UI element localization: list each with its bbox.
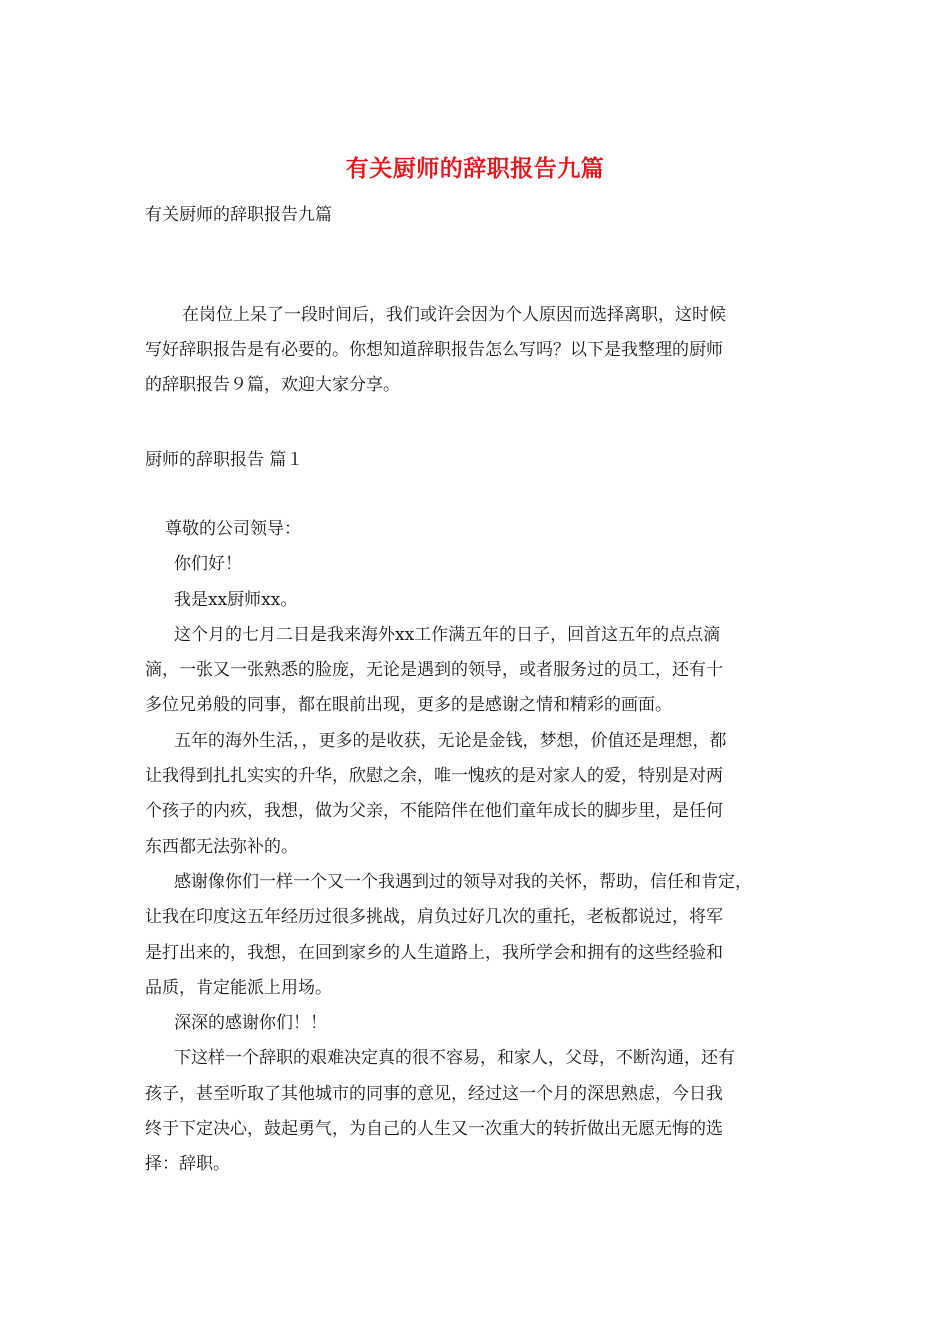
letter-para2-line: 五年的海外生活，，更多的是收获，无论是金钱，梦想，价值还是理想，都: [174, 730, 727, 751]
letter-para2-line: 东西都无法弥补的。: [145, 836, 298, 857]
letter-para1-line: 这个月的七月二日是我来海外xx工作满五年的日子，回首这五年的点点滴: [174, 624, 721, 645]
intro-line: 的辞职报告９篇，欢迎大家分享。: [145, 375, 400, 395]
letter-salutation: 尊敬的公司领导：: [165, 519, 301, 539]
document-title: 有关厨师的辞职报告九篇: [345, 155, 605, 182]
letter-para3-line: 让我在印度这五年经历过很多挑战，肩负过好几次的重托，老板都说过，将军: [145, 907, 723, 928]
document-subtitle: 有关厨师的辞职报告九篇: [145, 205, 332, 225]
letter-para3-line: 是打出来的，我想，在回到家乡的人生道路上，我所学会和拥有的这些经验和: [145, 942, 723, 963]
section-heading: 厨师的辞职报告 篇１: [145, 450, 304, 470]
intro-line: 在岗位上呆了一段时间后，我们或许会因为个人原因而选择离职，这时候: [182, 305, 726, 325]
letter-para3-line: 品质，肯定能派上用场。: [145, 977, 332, 998]
letter-body: [145, 512, 820, 1183]
letter-para4-line: 择：辞职。: [145, 1154, 230, 1175]
letter-para4-line: 终于下定决心，鼓起勇气，为自己的人生又一次重大的转折做出无愿无悔的选: [145, 1119, 723, 1140]
letter-para2-line: 让我得到扎扎实实的升华，欣慰之余，唯一愧疚的是对家人的爱，特别是对两: [145, 766, 723, 787]
intro-paragraph: [145, 298, 815, 403]
letter-para4-line: 孩子，甚至听取了其他城市的同事的意见，经过这一个月的深思熟虑，今日我: [145, 1083, 723, 1104]
letter-para2-line: 个孩子的内疚，我想，做为父亲，不能陪伴在他们童年成长的脚步里，是任何: [145, 801, 723, 822]
letter-para1-line: 多位兄弟般的同事，都在眼前出现，更多的是感谢之情和精彩的画面。: [145, 695, 672, 716]
intro-line: 写好辞职报告是有必要的。你想知道辞职报告怎么写吗？以下是我整理的厨师: [145, 340, 723, 360]
letter-thanks: 深深的感谢你们！！: [174, 1013, 327, 1034]
letter-para1-line: 滴，一张又一张熟悉的脸庞，无论是遇到的领导，或者服务过的员工，还有十: [145, 660, 723, 681]
letter-self-intro: 我是xx厨师xx。: [174, 589, 298, 610]
letter-para4-line: 下这样一个辞职的艰难决定真的很不容易，和家人，父母，不断沟通，还有: [174, 1048, 735, 1069]
letter-para3-line: 感谢像你们一样一个又一个我遇到过的领导对我的关怀，帮助，信任和肯定，: [174, 871, 752, 892]
letter-greeting: 你们好！: [174, 554, 242, 575]
